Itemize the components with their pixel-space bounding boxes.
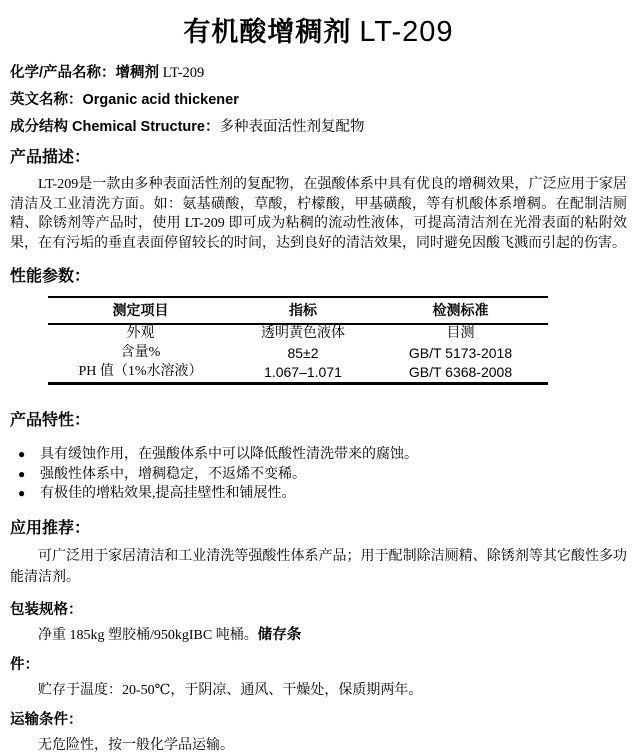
feature-item — [18, 484, 627, 504]
spacer — [10, 385, 627, 399]
section-heading-storage-continued: 件： — [10, 656, 39, 673]
table-header-row — [48, 297, 548, 324]
storage-heading-inline: 储存条 — [257, 626, 302, 643]
chemical-name-label: 化学/产品名称：增稠剂 — [10, 65, 160, 81]
transport-line: 无危险性，按一般化学品运输。 — [38, 737, 234, 753]
performance-table — [48, 296, 548, 385]
table-cell: 1.067–1.071 — [264, 364, 342, 380]
section-heading-transport: 运输条件： — [10, 711, 83, 728]
feature-text: 强酸性体系中，增稠稳定，不返烯不变稀。 — [40, 466, 306, 482]
table-row — [48, 363, 548, 384]
structure-value: 多种表面活性剂复配物 — [219, 119, 365, 135]
chemical-name-line — [10, 64, 627, 82]
feature-text: 具有缓蚀作用，在强酸体系中可以降低酸性清洗带来的腐蚀。 — [40, 447, 418, 462]
section-heading-description: 产品描述： — [10, 149, 91, 166]
table-cell: PH 值（1%水溶液） — [78, 364, 203, 379]
section-heading-application: 应用推荐： — [10, 519, 91, 537]
performance-table-head — [48, 297, 548, 324]
table-cell: GB/T 6368-2008 — [408, 364, 513, 380]
packaging-line — [10, 626, 627, 645]
table-row — [48, 324, 548, 344]
bullet-icon: ● — [18, 447, 26, 461]
table-cell: 外观 — [126, 326, 155, 341]
table-cell: 85±2 — [287, 345, 319, 361]
packaging-text: 净重 185kg 塑胶桶/950kgIBC 吨桶。 — [38, 627, 258, 643]
english-name-value: Organic acid thickener — [82, 92, 239, 108]
performance-table-body — [48, 324, 548, 384]
table-header-standard: 检测标准 — [432, 302, 489, 318]
english-name-label: 英文名称： — [10, 92, 83, 108]
table-cell: 透明黄色液体 — [261, 326, 345, 341]
chemical-name-code: LT-209 — [162, 65, 205, 81]
english-name-line — [10, 91, 627, 109]
table-row — [48, 344, 548, 363]
feature-text: 有极佳的增粘效果,提高挂壁性和铺展性。 — [40, 486, 296, 501]
section-heading-packaging: 包装规格： — [10, 601, 83, 618]
bullet-icon: ● — [18, 486, 26, 500]
feature-item — [18, 465, 627, 485]
table-cell: GB/T 5173-2018 — [408, 345, 513, 361]
bullet-icon: ● — [18, 466, 26, 481]
table-header-spec: 指标 — [289, 302, 317, 318]
table-cell: 目测 — [446, 326, 475, 341]
structure-label: 成分结构 Chemical Structure： — [10, 119, 220, 135]
storage-line: 贮存于温度：20-50℃，于阴凉、通风、干燥处，保质期两年。 — [38, 682, 423, 698]
product-title-cn: 有机酸增稠剂 — [183, 17, 352, 47]
table-header-item: 测定项目 — [112, 302, 169, 318]
page-title — [10, 14, 627, 51]
structure-line — [10, 118, 627, 136]
product-title-code: LT-209 — [359, 16, 454, 48]
section-heading-performance: 性能参数： — [10, 268, 91, 285]
feature-list — [10, 445, 627, 504]
application-paragraph: 可广泛用于家居清洁和工业清洗等强酸性体系产品；用于配制除洁厕精、除锈剂等其它酸性多功能清洁剂。 — [10, 548, 627, 585]
table-cell: 含量% — [120, 345, 161, 360]
description-paragraph: LT-209是一款由多种表面活性剂的复配物，在强酸体系中具有优良的增稠效果，广泛应用于家居清洁及工业清洗方面。如：氨基磺酸，草酸，柠檬酸，甲基磺酸，等有机酸体系增稠。在配制洁厕精、除锈剂等产品时，使用 LT-209 即可成为粘稠的流动性液体，可提高清洁剂在光滑表面的粘附效果，在有污垢的垂直表面停留较长的时间，达到良好的清洁效果，同时避免因酸飞溅而引起的伤害。 — [10, 177, 627, 251]
feature-item — [18, 445, 627, 465]
section-heading-features: 产品特性： — [10, 412, 91, 429]
